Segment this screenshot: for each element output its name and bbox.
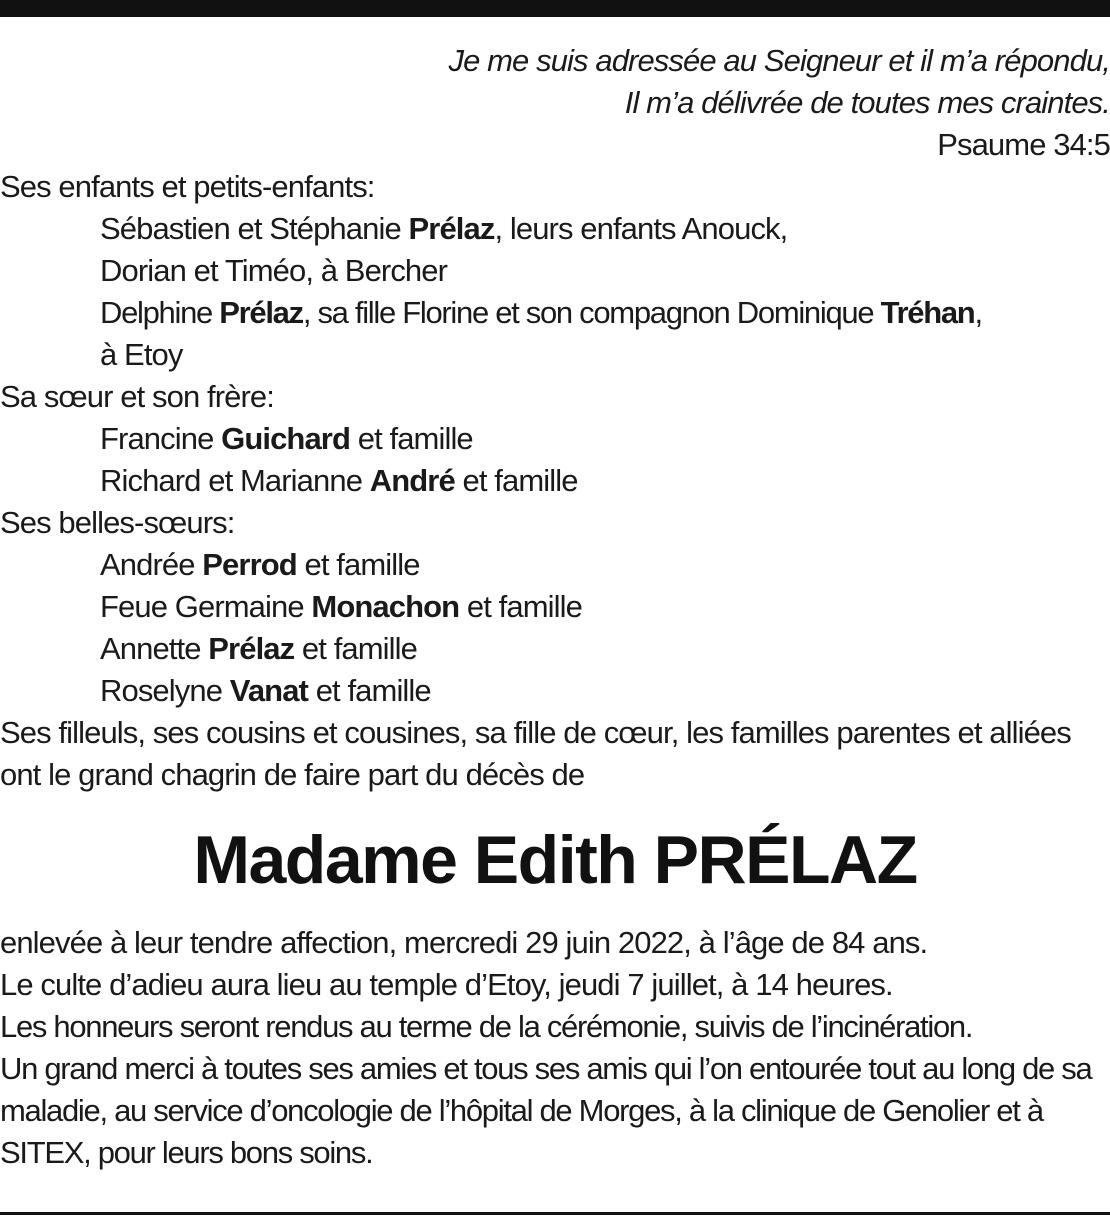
siblings-entry-1 bbox=[0, 418, 1110, 460]
bottom-border-rule bbox=[0, 1212, 1110, 1215]
entry-text: et famille bbox=[454, 463, 578, 498]
other-relatives: Ses filleuls, ses cousins et cousines, sa fille de cœur, les familles parentes et alliées bbox=[0, 715, 1071, 750]
siblings-heading: Sa sœur et son frère: bbox=[0, 379, 274, 414]
sisters-in-law-section bbox=[0, 502, 1110, 712]
surname: Monachon bbox=[311, 589, 460, 624]
entry-text: et famille bbox=[294, 631, 417, 666]
entry-text: Delphine bbox=[100, 295, 220, 330]
children-entry-2-cont: à Etoy bbox=[100, 337, 183, 372]
death-date-line: enlevée à leur tendre affection, mercredi 29 juin 2022, à l’âge de 84 ans. bbox=[0, 925, 928, 960]
surname: Prélaz bbox=[408, 211, 495, 246]
obituary-notice bbox=[0, 40, 1110, 1174]
verse-line-2: Il m’a délivrée de toutes mes craintes. bbox=[624, 85, 1110, 120]
announcement-line: ont le grand chagrin de faire part du décès de bbox=[0, 757, 585, 792]
thanks-paragraph: Un grand merci à toutes ses amies et tous ses amis qui l’on entourée tout au long de sa maladie, au service d’oncologie de l’hôpital de Morges, à la clinique de Genolier et à SITEX, pour leurs bons soins. bbox=[0, 1051, 1092, 1170]
children-entry-2 bbox=[0, 292, 1110, 334]
children-section bbox=[0, 166, 1110, 376]
children-entry-1-cont: Dorian et Timéo, à Bercher bbox=[100, 253, 448, 288]
surname: Prélaz bbox=[208, 631, 295, 666]
children-heading: Ses enfants et petits-enfants: bbox=[0, 169, 375, 204]
siblings-entry-2 bbox=[0, 460, 1110, 502]
entry-text: Andrée bbox=[100, 547, 203, 582]
entry-text: Richard et Marianne bbox=[100, 463, 370, 498]
entry-text: , leurs enfants Anouck, bbox=[494, 211, 788, 246]
deceased-name: Madame Edith PRÉLAZ bbox=[193, 822, 917, 898]
entry-text: , sa fille Florine et son compagnon Dominique bbox=[302, 295, 881, 330]
surname: André bbox=[369, 463, 455, 498]
entry-text: et famille bbox=[307, 673, 431, 708]
entry-text: Sébastien et Stéphanie bbox=[100, 211, 409, 246]
surname: Perrod bbox=[202, 547, 297, 582]
sisters-in-law-heading: Ses belles-sœurs: bbox=[0, 505, 235, 540]
entry-text: , bbox=[974, 295, 982, 330]
surname: Tréhan bbox=[880, 295, 975, 330]
entry-text: et famille bbox=[459, 589, 582, 624]
verse-line-1: Je me suis adressée au Seigneur et il m’a répondu, bbox=[448, 43, 1110, 78]
top-border-rule bbox=[0, 0, 1110, 17]
surname: Prélaz bbox=[219, 295, 303, 330]
sisters-in-law-entry-4 bbox=[0, 670, 1110, 712]
funeral-service-line: Le culte d’adieu aura lieu au temple d’Etoy, jeudi 7 juillet, à 14 heures. bbox=[0, 967, 893, 1002]
entry-text: Roselyne bbox=[100, 673, 230, 708]
surname: Guichard bbox=[221, 421, 351, 456]
bible-verse bbox=[0, 40, 1110, 166]
sisters-in-law-entry-2 bbox=[0, 586, 1110, 628]
entry-text: Francine bbox=[100, 421, 222, 456]
sisters-in-law-entry-1 bbox=[0, 544, 1110, 586]
surname: Vanat bbox=[229, 673, 308, 708]
entry-text: et famille bbox=[350, 421, 473, 456]
entry-text: Annette bbox=[100, 631, 209, 666]
siblings-section bbox=[0, 376, 1110, 502]
entry-text: Feue Germaine bbox=[100, 589, 312, 624]
children-entry-1 bbox=[0, 208, 1110, 250]
ceremony-details bbox=[0, 922, 1110, 1174]
entry-text: et famille bbox=[296, 547, 420, 582]
verse-reference: Psaume 34:5 bbox=[937, 127, 1110, 162]
sisters-in-law-entry-3 bbox=[0, 628, 1110, 670]
honours-line: Les honneurs seront rendus au terme de la cérémonie, suivis de l’incinération. bbox=[0, 1009, 973, 1044]
